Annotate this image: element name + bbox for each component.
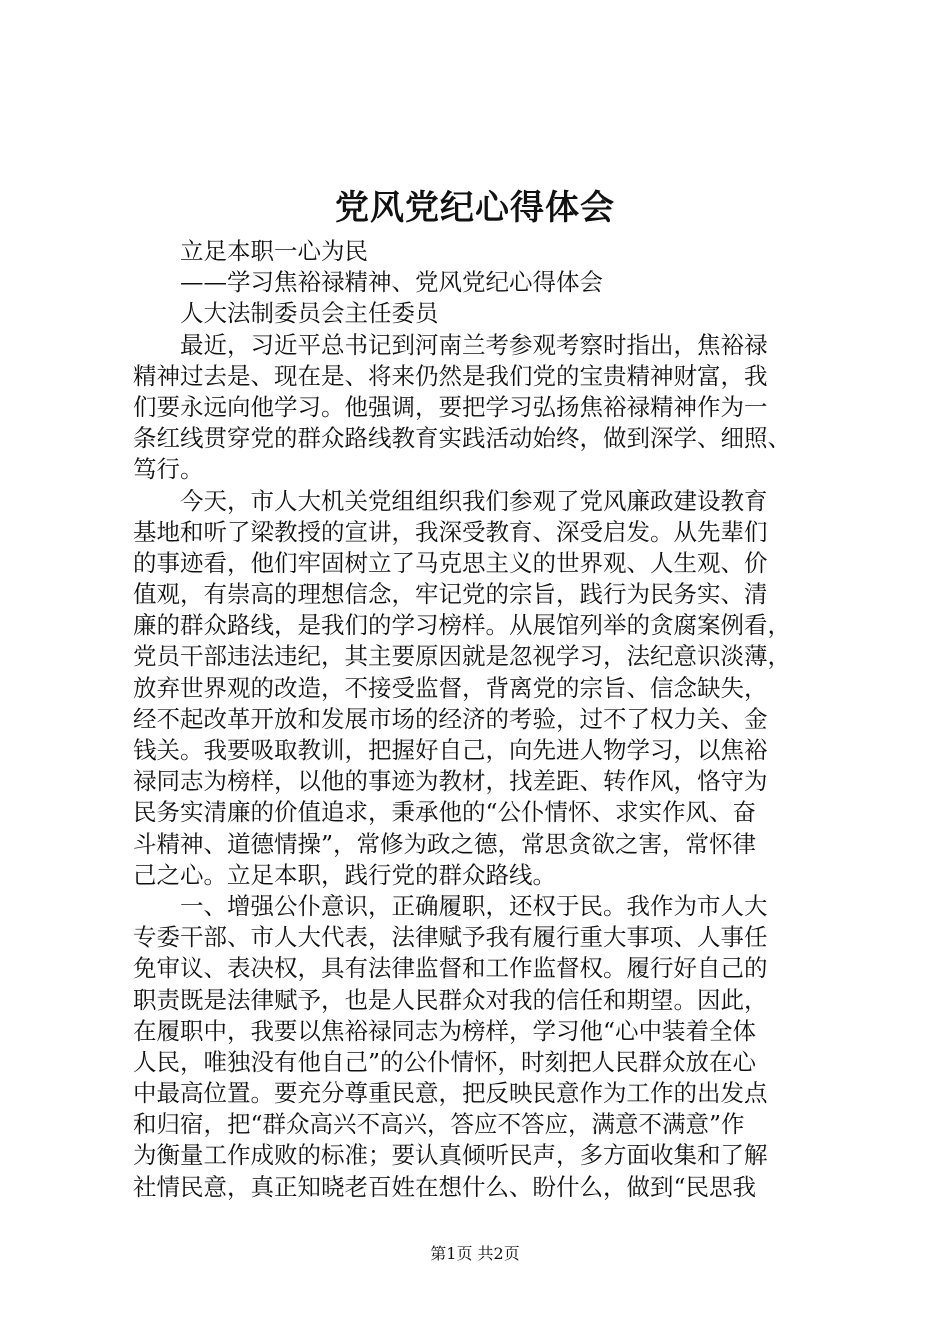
text-line: 今天，市人大机关党组组织我们参观了党风廉政建设教育 bbox=[180, 486, 768, 515]
text-line: 条红线贯穿党的群众路线教育实践活动始终，做到深学、细照、 bbox=[133, 424, 791, 453]
text-line: 笃行。 bbox=[133, 455, 204, 484]
text-line: 己之心。立足本职，践行党的群众路线。 bbox=[133, 860, 556, 889]
text-line: 斗精神、道德情操”，常修为政之德，常思贪欲之害，常怀律 bbox=[133, 829, 757, 858]
document-body bbox=[133, 236, 833, 1203]
text-line: 专委干部、市人大代表，法律赋予我有履行重大事项、人事任 bbox=[133, 923, 768, 952]
text-line: 的事迹看，他们牢固树立了马克思主义的世界观、人生观、价 bbox=[133, 548, 768, 577]
text-line: 社情民意，真正知晓老百姓在想什么、盼什么，做到“民思我 bbox=[133, 1172, 757, 1201]
text-line: 党员干部违法违纪，其主要原因就是忽视学习，法纪意识淡薄， bbox=[133, 642, 791, 671]
text-line: 人大法制委员会主任委员 bbox=[180, 299, 439, 328]
text-line: 放弃世界观的改造，不接受监督，背离党的宗旨、信念缺失， bbox=[133, 673, 768, 702]
text-line: 一、增强公仆意识，正确履职，还权于民。我作为市人大 bbox=[180, 891, 768, 920]
text-line: 立足本职一心为民 bbox=[180, 237, 368, 265]
text-line: ——学习焦裕禄精神、党风党纪心得体会 bbox=[180, 268, 603, 297]
text-line: 们要永远向他学习。他强调，要把学习弘扬焦裕禄精神作为一 bbox=[133, 392, 768, 421]
text-line: 在履职中，我要以焦裕禄同志为榜样，学习他“心中装着全体 bbox=[133, 1016, 757, 1045]
text-line: 和归宿，把“群众高兴不高兴，答应不答应，满意不满意”作 bbox=[133, 1110, 745, 1139]
text-line: 钱关。我要吸取教训，把握好自己，向先进人物学习，以焦裕 bbox=[133, 736, 768, 764]
text-line: 中最高位置。要充分尊重民意，把反映民意作为工作的出发点 bbox=[133, 1079, 768, 1108]
text-line: 精神过去是、现在是、将来仍然是我们党的宝贵精神财富，我 bbox=[133, 361, 768, 390]
text-line: 经不起改革开放和发展市场的经济的考验，过不了权力关、金 bbox=[133, 704, 768, 733]
text-line: 人民，唯独没有他自己”的公仆情怀，时刻把人民群众放在心 bbox=[133, 1047, 757, 1076]
text-line: 基地和听了梁教授的宣讲，我深受教育、深受启发。从先辈们 bbox=[133, 517, 768, 546]
text-line: 为衡量工作成败的标准；要认真倾听民声，多方面收集和了解 bbox=[133, 1141, 768, 1170]
text-line: 民务实清廉的价值追求，秉承他的“公仆情怀、求实作风、奋 bbox=[133, 798, 757, 827]
text-line: 职责既是法律赋予，也是人民群众对我的信任和期望。因此， bbox=[133, 985, 768, 1014]
text-line: 免审议、表决权，具有法律监督和工作监督权。履行好自己的 bbox=[133, 954, 768, 983]
text-line: 禄同志为榜样，以他的事迹为教材，找差距、转作风，恪守为 bbox=[133, 767, 768, 796]
text-line: 最近，习近平总书记到河南兰考参观考察时指出，焦裕禄 bbox=[180, 330, 768, 359]
text-line: 廉的群众路线，是我们的学习榜样。从展馆列举的贪腐案例看， bbox=[133, 611, 791, 640]
page-number: 第1页 共2页 bbox=[430, 1244, 520, 1263]
document-title: 党风党纪心得体会 bbox=[335, 188, 615, 228]
text-line: 值观，有崇高的理想信念，牢记党的宗旨，践行为民务实、清 bbox=[133, 580, 768, 609]
